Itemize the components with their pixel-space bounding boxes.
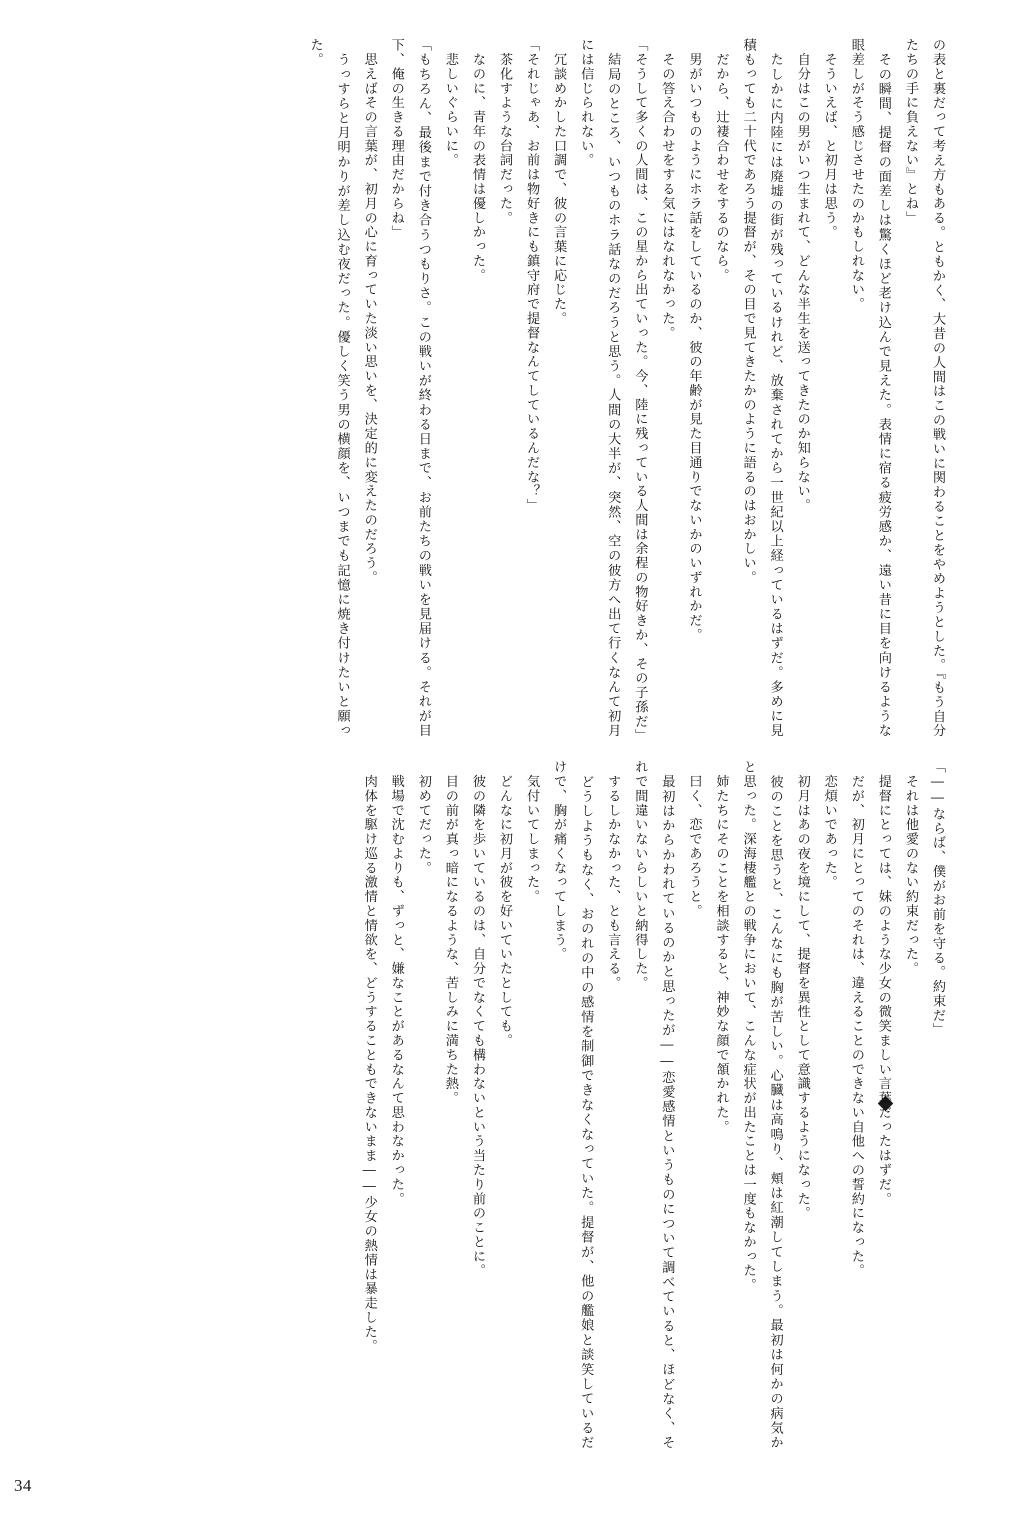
paragraph: するしかなかった、とも言える。 — [605, 760, 621, 991]
paragraph: どんなに初月が彼を好いていたとしても。 — [497, 760, 512, 1048]
paragraph: の表と裏だって考え方もある。ともかく、大昔の人間はこの戦いに関わることをやめようとした。『もう自分たちの手に負えない』とね」 — [902, 38, 945, 738]
paragraph: だが、初月にとってのそれは、違えることのできない自他への誓約になった。 — [848, 760, 864, 1278]
paragraph: それは他愛のない約束だった。 — [902, 760, 918, 976]
paragraph: 自分はこの男がいつ生まれて、どんな半生を送ってきたのか知らない。 — [794, 38, 810, 513]
paragraph: 曰く、恋であろうと。 — [686, 760, 702, 919]
paragraph: 男がいつものようにホラ話をしているのか、彼の年齢が見た目通りでないかのいずれかだ。 — [686, 38, 702, 643]
paragraph: 目の前が真っ暗になるような、苦しみに満ちた熱。 — [442, 760, 458, 1106]
paragraph: たしかに内陸には廃墟の街が残っているけれど、放棄されてから一世紀以上経っているはずだ。多めに見積もっても二十代であろう提督が、その目で見てきたかのように語るのはおかしい。 — [740, 38, 783, 738]
paragraph: だから、辻褄合わせをするのなら。 — [713, 38, 729, 283]
text-block-lower — [161, 760, 951, 1450]
paragraph: 気付いてしまった。 — [524, 760, 540, 904]
paragraph: その答え合わせをする気にはなれなかった。 — [659, 38, 675, 341]
paragraph: 恋煩いであった。 — [821, 760, 837, 890]
paragraph: 茶化すような台詞だった。 — [497, 38, 512, 226]
paragraph: 彼の隣を歩いているのは、自分でなくても構わないという当たり前のことに。 — [469, 760, 485, 1278]
paragraph: 結局のところ、いつものホラ話なのだろうと思う。人間の大半が、突然、空の彼方へ出て行くなんて初月には信じられない。 — [578, 38, 621, 738]
paragraph: どうしようもなく、おのれの中の感情を制御できなくなっていた。提督が、他の艦娘と談笑しているだけで、胸が痛くなってしまう。 — [551, 760, 594, 1450]
paragraph: 最初はからかわれているのかと思ったが――恋愛感情というものについて調べていると、ほどなく、それで間違いないらしいと納得した。 — [632, 760, 675, 1450]
paragraph: 姉たちにそのことを相談すると、神妙な顔で頷かれた。 — [713, 760, 729, 1135]
paragraph: うっすらと月明かりが差し込む夜だった。優しく笑う男の横顔を、いつまでも記憶に焼き付けたいと願った。 — [307, 38, 350, 738]
paragraph: 初月はあの夜を境にして、提督を異性として意識するようになった。 — [794, 760, 810, 1221]
paragraph: 提督にとっては、妹のような少女の微笑ましい言葉だったはずだ。 — [875, 760, 891, 1207]
paragraph: 肉体を駆け巡る激情と情欲を、どうすることもできないまま――少女の熱情は暴走した。 — [361, 760, 377, 1354]
paragraph: 悲しいぐらいに。 — [442, 38, 458, 168]
paragraph: 思えばその言葉が、初月の心に育っていた淡い思いを、決定的に変えたのだろう。 — [361, 38, 377, 585]
paragraph: 冗談めかした口調で、彼の言葉に応じた。 — [551, 38, 567, 326]
paragraph: 「――ならば、僕がお前を守る。約束だ」 — [930, 760, 945, 1037]
paragraph: 戦場で沈むよりも、ずっと、嫌なことがあるなんて思わなかった。 — [388, 760, 404, 1207]
paragraph: 「そうして多くの人間は、この星から出ていった。今、陸に残っている人間は余程の物好きか、その子孫だ」 — [632, 38, 648, 744]
paragraph: その瞬間、提督の面差しは驚くほど老け込んで見えた。表情に宿る疲労感か、遠い昔に目を向けるような眼差しがそう感じさせたのかもしれない。 — [848, 38, 891, 738]
paragraph: そういえば、と初月は思う。 — [821, 38, 837, 240]
paragraph: 「もちろん、最後まで付き合うつもりさ。この戦いが終わる日まで、お前たちの戦いを見届ける。それが目下、俺の生きる理由だからね」 — [388, 38, 431, 738]
paragraph: 初めてだった。 — [415, 760, 431, 876]
paragraph: 彼のことを思うと、こんなにも胸が苦しい。心臓は高鳴り、頬は紅潮してしまう。最初は何かの病気かと思った。深海棲艦との戦争において、こんな症状が出たことは一度もなかった。 — [740, 760, 783, 1450]
text-block-upper — [161, 38, 951, 744]
page-number: 34 — [14, 1476, 32, 1495]
paragraph: 「それじゃあ、お前は物好きにも鎮守府で提督なんてしているんだな？」 — [524, 38, 540, 513]
paragraph: なのに、青年の表情は優しかった。 — [469, 38, 485, 283]
